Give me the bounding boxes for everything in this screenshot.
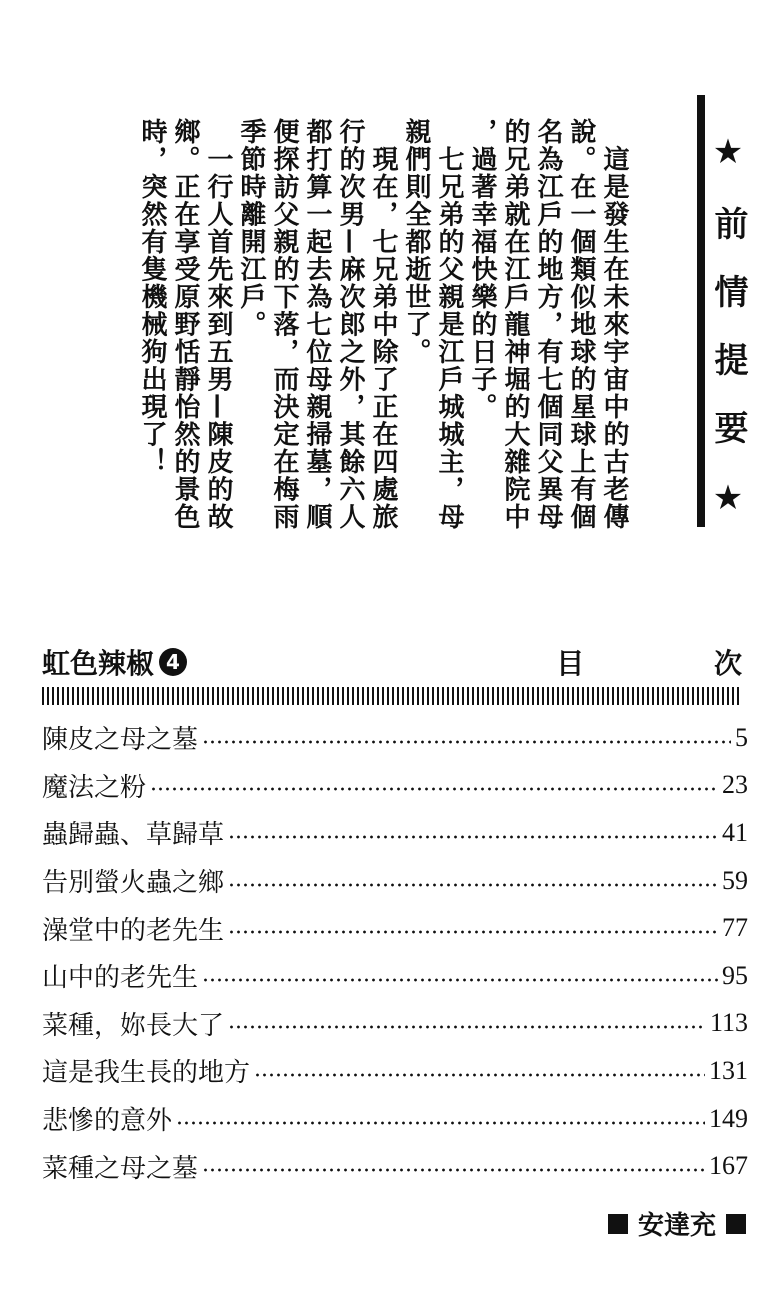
summary-line: 七兄弟的父親是江戶城城主，母 xyxy=(434,118,464,531)
summary-line: 的兄弟就在江戶龍神堀的大雜院中 xyxy=(500,118,530,531)
toc-leader-dots xyxy=(202,740,731,744)
toc-entry-page: 95 xyxy=(722,960,748,990)
toc-leader-dots xyxy=(228,930,718,934)
toc-entry[interactable] xyxy=(42,952,748,1000)
summary-line: 便探訪父親的下落，而決定在梅雨 xyxy=(269,118,299,531)
author-credit xyxy=(608,1205,746,1242)
book-title xyxy=(42,642,187,682)
toc-entry[interactable] xyxy=(42,1000,748,1048)
toc-leader-dots xyxy=(202,978,718,982)
book-title-text: 虹色辣椒 xyxy=(42,647,155,680)
toc-list xyxy=(42,714,748,1190)
toc-entry-page: 77 xyxy=(722,913,748,943)
summary-text xyxy=(136,118,630,548)
toc-entry[interactable] xyxy=(42,714,748,762)
summary-line: 鄉。正在享受原野恬靜怡然的景色 xyxy=(170,118,200,531)
square-bullet-icon xyxy=(726,1214,746,1234)
toc-entry-page: 23 xyxy=(722,770,748,800)
hatch-divider xyxy=(42,687,742,705)
toc-leader-dots xyxy=(202,1168,705,1172)
square-bullet-icon xyxy=(608,1214,628,1234)
author-name: 安達充 xyxy=(637,1211,716,1241)
summary-line: 現在，七兄弟中除了正在四處旅 xyxy=(368,118,398,531)
toc-entry[interactable] xyxy=(42,904,748,952)
toc-entry-page: 131 xyxy=(709,1055,748,1085)
summary-line: 時，突然有隻機械狗出現了！ xyxy=(137,118,167,476)
toc-leader-dots xyxy=(228,883,718,887)
toc-entry-title: 悲慘的意外 xyxy=(42,1106,173,1137)
summary-line: 說。在一個類似地球的星球上有個 xyxy=(566,118,596,531)
toc-entry-page: 149 xyxy=(709,1103,748,1133)
toc-entry-title: 這是我生長的地方 xyxy=(42,1058,251,1089)
toc-entry-title: 蟲歸蟲、草歸草 xyxy=(42,820,225,851)
summary-bar xyxy=(697,95,705,527)
summary-line: 這是發生在未來宇宙中的古老傳 xyxy=(599,118,629,531)
toc-entry-page: 167 xyxy=(709,1151,748,1181)
summary-line: ，過著幸福快樂的日子。 xyxy=(467,118,497,421)
toc-entry-page: 113 xyxy=(709,1008,748,1038)
summary-line: 季節時離開江戶。 xyxy=(236,118,266,338)
toc-entry[interactable] xyxy=(42,762,748,810)
toc-entry[interactable] xyxy=(42,1142,748,1190)
toc-leader-dots xyxy=(150,787,718,791)
toc-entry[interactable] xyxy=(42,857,748,905)
volume-badge: 4 xyxy=(159,648,187,676)
summary-line: 親們則全都逝世了。 xyxy=(401,118,431,366)
toc-header xyxy=(42,642,782,682)
toc-entry-page: 41 xyxy=(722,817,748,847)
toc-entry-title: 告別螢火蟲之鄉 xyxy=(42,868,225,899)
summary-line: 行的次男—麻次郎之外，其餘六人 xyxy=(335,118,365,531)
toc-entry-title: 菜種之母之墓 xyxy=(42,1153,199,1184)
summary-line: 都打算一起去為七位母親掃墓，順 xyxy=(302,118,332,531)
toc-entry-title: 山中的老先生 xyxy=(42,963,199,994)
toc-entry[interactable] xyxy=(42,1047,748,1095)
toc-label: 目 次 xyxy=(556,647,782,680)
toc-entry[interactable] xyxy=(42,1095,748,1143)
toc-leader-dots xyxy=(228,1025,706,1029)
summary-title: ★前情提要★ xyxy=(708,132,748,552)
toc-entry-title: 澡堂中的老先生 xyxy=(42,915,225,946)
toc-entry-page: 5 xyxy=(735,722,748,752)
toc-leader-dots xyxy=(176,1121,705,1125)
toc-entry-title: 魔法之粉 xyxy=(42,772,147,803)
summary-line: 一行人首先來到五男—陳皮的故 xyxy=(203,118,233,531)
toc-entry[interactable] xyxy=(42,809,748,857)
toc-leader-dots xyxy=(228,835,718,839)
toc-entry-title: 菜種，妳長大了 xyxy=(42,1010,225,1041)
toc-entry-title: 陳皮之母之墓 xyxy=(42,725,199,756)
summary-line: 名為江戶的地方，有七個同父異母 xyxy=(533,118,563,531)
toc-entry-page: 59 xyxy=(722,865,748,895)
toc-leader-dots xyxy=(254,1073,705,1077)
